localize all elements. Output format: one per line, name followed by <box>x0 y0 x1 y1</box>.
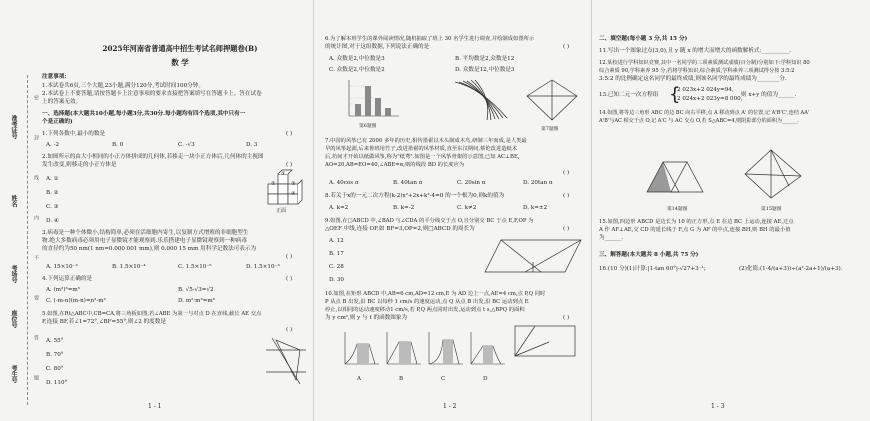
option: A. 众数是2,中位数是3 <box>329 56 385 62</box>
question-stem: F,连接 BF,若∠1=72°,∠BF=55°,则∠2 的度数是 <box>42 319 166 325</box>
question-stem: 为 y cm²,则 y 与 t 的函数图象为 <box>325 315 408 321</box>
option: D. k=±2 <box>523 205 548 211</box>
question-stem: 1.下列各数中,最小的数是 <box>42 131 106 137</box>
equation-line: 2 024x+2 023y=8 000, <box>677 96 743 102</box>
note-line: 2.本试卷上不要答题,请按答题卡上注意事项的要求直接把答案填写在答题卡上。答在试卷 <box>42 91 262 97</box>
option: D. 30 <box>329 277 344 283</box>
option: B. 17 <box>329 251 344 257</box>
section-header: 个是正确的) <box>42 119 73 125</box>
page-number: 1 - 1 <box>148 403 162 410</box>
figure-caption: 第15题图 <box>761 207 782 212</box>
question-stem: 10.如图,在矩形 ABCD 中,AB=6 cm,AD=12 cm,E 为 AD 边上一点,AE=4 cm,点 P,Q 同时 <box>325 291 546 297</box>
option: C. -√3 <box>178 142 195 148</box>
option: D. 3 <box>246 142 258 148</box>
answer-paren: ( ) <box>563 226 570 232</box>
option: A. 15×10⁻³ <box>46 264 78 270</box>
answer-paren: ( ) <box>286 131 293 137</box>
notes-header: 注意事项: <box>42 74 67 80</box>
brace-glyph: { <box>669 84 681 105</box>
question-stem: 7.中国的风筝已有 2000 多年的历史,相传墨翟以木头制成木鸟,研制三年而成,是人类最 <box>325 138 527 144</box>
question-stem: 的直径约为50 nm(1 nm=0.000 001 mm),则 0.000 15 mm 用科学记数法可表示为 <box>42 246 257 252</box>
rectangle-figure <box>509 322 581 362</box>
exam-page-2 <box>313 0 591 421</box>
option: D. 众数是12,中位数是3 <box>455 67 515 73</box>
question-stem: 早的风筝起源,后来鲁班用竹子,改进墨翟的风筝材质,直至东汉期间,蔡伦改进造纸术 <box>325 146 518 152</box>
option: B. 1.5×10⁻⁴ <box>112 264 146 270</box>
question-stem: 停止,以相同的运动速度移动1 cm/s,若 P,Q 两点同时出发,运动到点 t s,△BPQ 的面积 <box>325 307 525 313</box>
side-label: 准考证号 <box>10 115 17 139</box>
question-stem: A'B'与AC 相交于点 O,记 A'C 与 AC 交点 O,若 S△ABC=4,则阴影部分的面积为______. <box>599 118 799 124</box>
option: D. 110° <box>46 380 68 386</box>
answer-paren: ( ) <box>563 44 570 50</box>
question-stem: 的统计图,对于这组数据,下列说法正确的是 <box>325 44 430 50</box>
seal-note: 封 <box>33 135 39 140</box>
option: C. ③ <box>46 204 59 210</box>
option: B. 平均数是2,众数是12 <box>455 56 515 62</box>
note-line: 1.本试卷共6页,三个大题,23小题,满分120分,考试时间100分钟。 <box>42 83 204 89</box>
question-stem: 16.(10 分)(1)计算:|1-tan 60°|-√27+3⁻¹; <box>599 266 706 272</box>
question-stem: AO=20,AB=EO=40,∠ABE=α,则的线段 BD 的长度应为 <box>325 162 465 168</box>
exam-page-3 <box>591 0 870 421</box>
answer-paren: ( ) <box>286 327 293 333</box>
page-number: 1 - 3 <box>711 403 725 410</box>
question-stem: 发生改变,则移走的小正方体是 <box>42 162 117 168</box>
question-stem: △OEF 中线,连接 OF,如 BF=3,OP=2,则□ABCD 的周长为 <box>325 226 475 232</box>
option: D. ④ <box>46 218 59 224</box>
question-stem: 4.下列运算正确的是 <box>42 276 93 282</box>
option: D. m²·m³=m⁶ <box>178 298 215 304</box>
question-stem: 则 x+y 的值为______. <box>741 92 797 98</box>
answer-paren: ( ) <box>286 162 293 168</box>
option: A. 40cos α <box>329 180 359 186</box>
kite-frame-figure <box>523 76 581 126</box>
cube-label: ② <box>271 181 276 187</box>
option: A. 55° <box>46 338 64 344</box>
question-stem: 13.已知二元一次方程组 <box>599 92 659 98</box>
translated-triangle-figure <box>643 150 713 198</box>
cube-label: ③ <box>291 181 296 187</box>
seal-note: 不 <box>33 255 39 260</box>
parallelogram-figure <box>481 236 585 276</box>
graph-option-label: D <box>483 376 488 382</box>
seal-line <box>27 75 28 405</box>
question-stem: 14.如图,将等边三角形 ABC 的边 BC 向右平移,点 A 移动到点 A' 的位置,记 A'B'C',连结 AA' <box>599 110 810 116</box>
question-stem: (2)化简:(1-4/(a+3))÷(a²-2a+1)/(a+3). <box>739 266 843 272</box>
figure-caption: 第14题图 <box>667 207 688 212</box>
subject-title: 数 学 <box>171 58 189 67</box>
question-stem: 综合素质 90,学科素养 95 分,若将学科知识,综合素质,学科素养三项测试得分按 3:5:2 <box>599 68 795 74</box>
question-stem: 15.如图,四边形 ABCD 是边长为 10 的正方形,点 E 在边 BC 上运动,连接 AE,过点 <box>599 219 794 225</box>
answer-paren: ( ) <box>286 254 293 260</box>
option: C. 28 <box>329 264 344 270</box>
question-stem: 5.如图,在Rt△ABC中,CB=CA,将三角板如图,若∠ABE 为第一与对点 D 在直线,截长 AE 交点 <box>42 311 262 317</box>
option: A. ① <box>46 176 59 182</box>
question-stem: P 从点 B 出发,沿 BC 以每秒 1 cm/s 的速度运动,点 Q 从点 B 出发,沿 BC 运动到点 E <box>325 299 529 305</box>
kite-photo-figure <box>451 78 513 123</box>
section-header: 二、填空题(每小题 3 分,共 15 分) <box>599 36 688 42</box>
option: B. 40tan α <box>393 180 423 186</box>
seal-note: 题 <box>33 375 39 380</box>
seal-note: 线 <box>33 175 39 180</box>
cube-label: ④ <box>291 191 296 197</box>
question-stem: 12.某校进行学科知识竞赛,其中一名同学的三项素质测试成绩(百分制)分别如下:学科知识 80 <box>599 60 810 66</box>
question-stem: 8.若关于x的一元二次方程(k-2)x²+2x+k²-4=0 的一个根为0,则k的值为 <box>325 193 505 199</box>
side-label: 考场号 <box>10 265 17 283</box>
side-label: 座位号 <box>10 310 17 328</box>
note-line: 上的答案无效。 <box>42 99 82 105</box>
graph-option-label: A <box>357 376 362 382</box>
side-label: 考生号 <box>10 365 17 383</box>
question-stem: 9.如图,在□ABCD 中,∠BAD 与∠CDA 的平分线交于点 O,且分别交 BC 于点 E,F,OP 为 <box>325 218 534 224</box>
front-label: 正面 <box>276 208 287 214</box>
question-stem: 3:5:2 的比例确定这名同学的最终成绩,则该名同学的最终成绩为________分. <box>599 76 787 82</box>
option: C. 20sin α <box>457 180 486 186</box>
figure-caption: 第7题图 <box>541 127 559 132</box>
section-header: 三、解答题(本大题共 8 小题,共 75 分) <box>599 252 699 258</box>
bar-chart-figure <box>343 78 403 123</box>
question-stem: 物.绝大多数病毒必须用电子显微镜才能观察到.乐乐搭建电子显微镜观察到一种病毒 <box>42 238 247 244</box>
option: B. 70° <box>46 352 64 358</box>
option: B. √5-√3=√2 <box>178 287 214 293</box>
side-label: 姓名 <box>10 195 17 207</box>
question-stem: 11.写出一个图象过点(3,0),且 y 随 x 的增大而增大的函数解析式:__________. <box>599 48 792 54</box>
option: C. 80° <box>46 366 64 372</box>
binding-margin <box>7 75 39 405</box>
page-number: 1 - 2 <box>443 403 457 410</box>
question-stem: 为______. <box>599 235 624 241</box>
option: C. (-m-n)(m-n)=n²-m² <box>46 298 106 304</box>
option: B. ② <box>46 190 59 196</box>
section-header: 一、选择题(本大题共10小题,每小题3分,共30分.每小题均有四个选项,其中只有一 <box>42 111 246 117</box>
exam-title: 2025年河南省普通高中招生考试名师押题卷(B) <box>102 44 258 53</box>
figure-caption: 第6题图 <box>359 124 377 129</box>
seal-note: 内 <box>33 215 39 220</box>
seal-note: 答 <box>33 335 39 340</box>
square-figure <box>741 146 807 202</box>
question-stem: 2.如图所示的由大小相同的小正方体拼成的几何体,若移走一块小正方体后,几何体的主视图 <box>42 154 264 160</box>
function-graph-options <box>341 328 511 372</box>
cube-label: ① <box>281 171 286 177</box>
answer-paren: ( ) <box>563 170 570 176</box>
graph-option-label: B <box>399 376 404 382</box>
option: C. 众数是2,中位数是2 <box>329 67 385 73</box>
answer-paren: ( ) <box>563 193 570 199</box>
seal-note: 要 <box>33 295 39 300</box>
option: D. 20tan α <box>523 180 553 186</box>
answer-paren: ( ) <box>563 315 570 321</box>
option: C. k≠2 <box>457 205 477 211</box>
exam-page-1 <box>0 0 313 421</box>
option: A. (m²)³=m⁵ <box>46 287 80 293</box>
option: B. k=-2 <box>393 205 415 211</box>
question-stem: 3.病毒是一种个体微小,结构简单,必须在活细胞内寄生,以复制方式增殖的非细胞型生 <box>42 230 249 236</box>
option: A. -2 <box>46 142 60 148</box>
equation-line: 2 023x+2 024y=94, <box>677 87 734 93</box>
option: C. 1.5×10⁻⁵ <box>178 264 212 270</box>
graph-option-label: C <box>441 376 446 382</box>
triangle-ruler-figure <box>262 336 310 386</box>
option: B. 0 <box>112 142 124 148</box>
seal-note: 密 <box>33 95 39 100</box>
option: D. 1.5×10⁻³ <box>246 264 280 270</box>
question-stem: A 作 AF⊥AE,交 CD 的延长线于 F,点 G 为 AF 的中点,连接 BH,则 BH 的最小值 <box>599 227 791 233</box>
question-stem: 6.为了解本班学生的课外阅读情况,随机抽取了班上 30 名学生进行调查,并绘制成如图所示 <box>325 36 535 42</box>
option: A. k=2 <box>329 205 349 211</box>
question-stem: 后,坊间才开始以纸做风筝,称为"纸鸢".如图是一个风筝骨架的示意图,已知 AC⊥BE, <box>325 154 520 160</box>
option: A. 12 <box>329 238 344 244</box>
answer-paren: ( ) <box>286 276 293 282</box>
